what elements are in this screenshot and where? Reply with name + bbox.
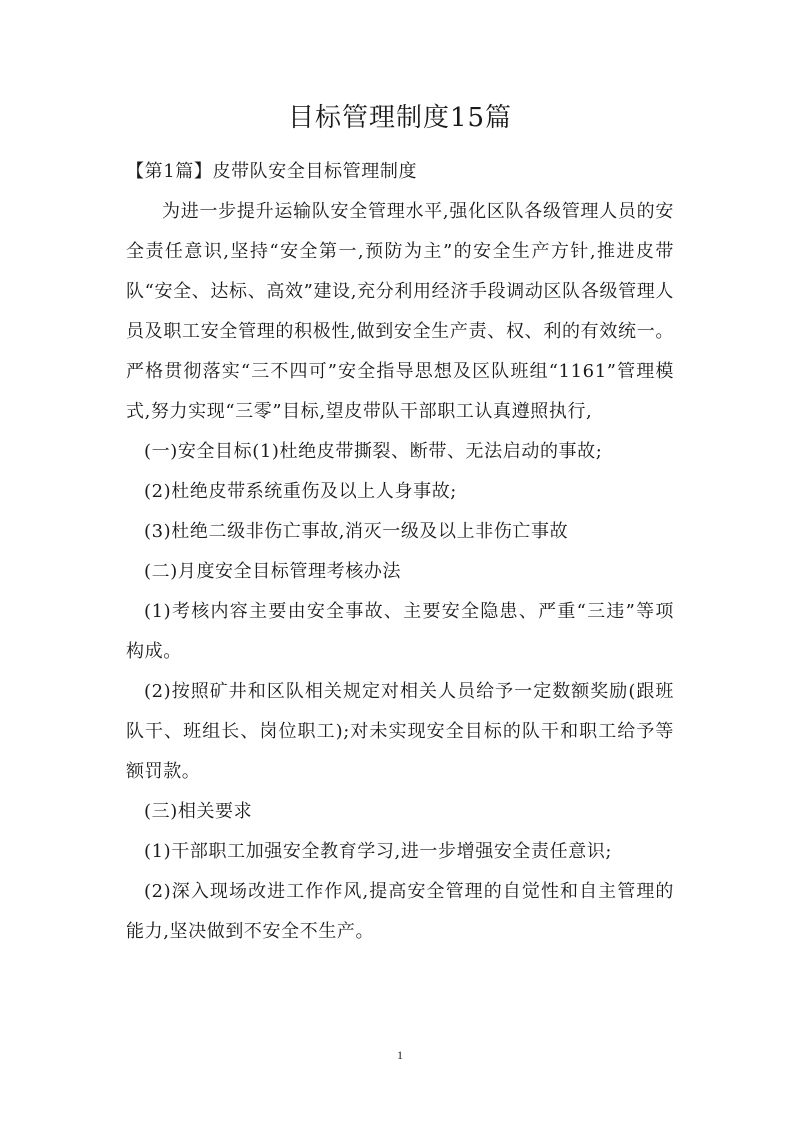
list-item-assessment-1: (1)考核内容主要由安全事故、主要安全隐患、严重“三违”等项构成。 <box>126 601 674 662</box>
list-item-assessment-2: (2)按照矿井和区队相关规定对相关人员给予一定数额奖励(跟班队干、班组长、岗位职工);对未实现安全目标的队干和职工给予等额罚款。 <box>126 681 674 782</box>
list-item-requirement-1: (1)干部职工加强安全教育学习,进一步增强安全责任意识; <box>144 841 613 862</box>
list-item-safety-goal-3: (3)杜绝二级非伤亡事故,消灭一级及以上非伤亡事故 <box>144 521 569 542</box>
section-heading: 【第1篇】皮带队安全目标管理制度 <box>126 161 418 182</box>
page-number: 1 <box>397 1048 403 1062</box>
list-item-safety-goal-2: (2)杜绝皮带系统重伤及以上人身事故; <box>144 481 457 502</box>
document-body <box>126 152 674 952</box>
list-item-requirement-2: (2)深入现场改进工作作风,提高安全管理的自觉性和自主管理的能力,坚决做到不安全不生产。 <box>126 881 674 942</box>
document-title: 目标管理制度15篇 <box>287 103 513 133</box>
subheading-requirements: (三)相关要求 <box>144 801 253 822</box>
subheading-assessment: (二)月度安全目标管理考核办法 <box>144 561 402 582</box>
list-item-safety-goal-1: (一)安全目标(1)杜绝皮带撕裂、断带、无法启动的事故; <box>144 441 603 462</box>
intro-paragraph: 为进一步提升运输队安全管理水平,强化区队各级管理人员的安全责任意识,坚持“安全第一,预防为主”的安全生产方针,推进皮带队“安全、达标、高效”建设,充分利用经济手段调动区队各级管理人员及职工安全管理的积极性,做到安全生产责、权、利的有效统一。严格贯彻落实“三不四可”安全指导思想及区队班组“1161”管理模式,努力实现“三零”目标,望皮带队干部职工认真遵照执行, <box>126 201 674 422</box>
